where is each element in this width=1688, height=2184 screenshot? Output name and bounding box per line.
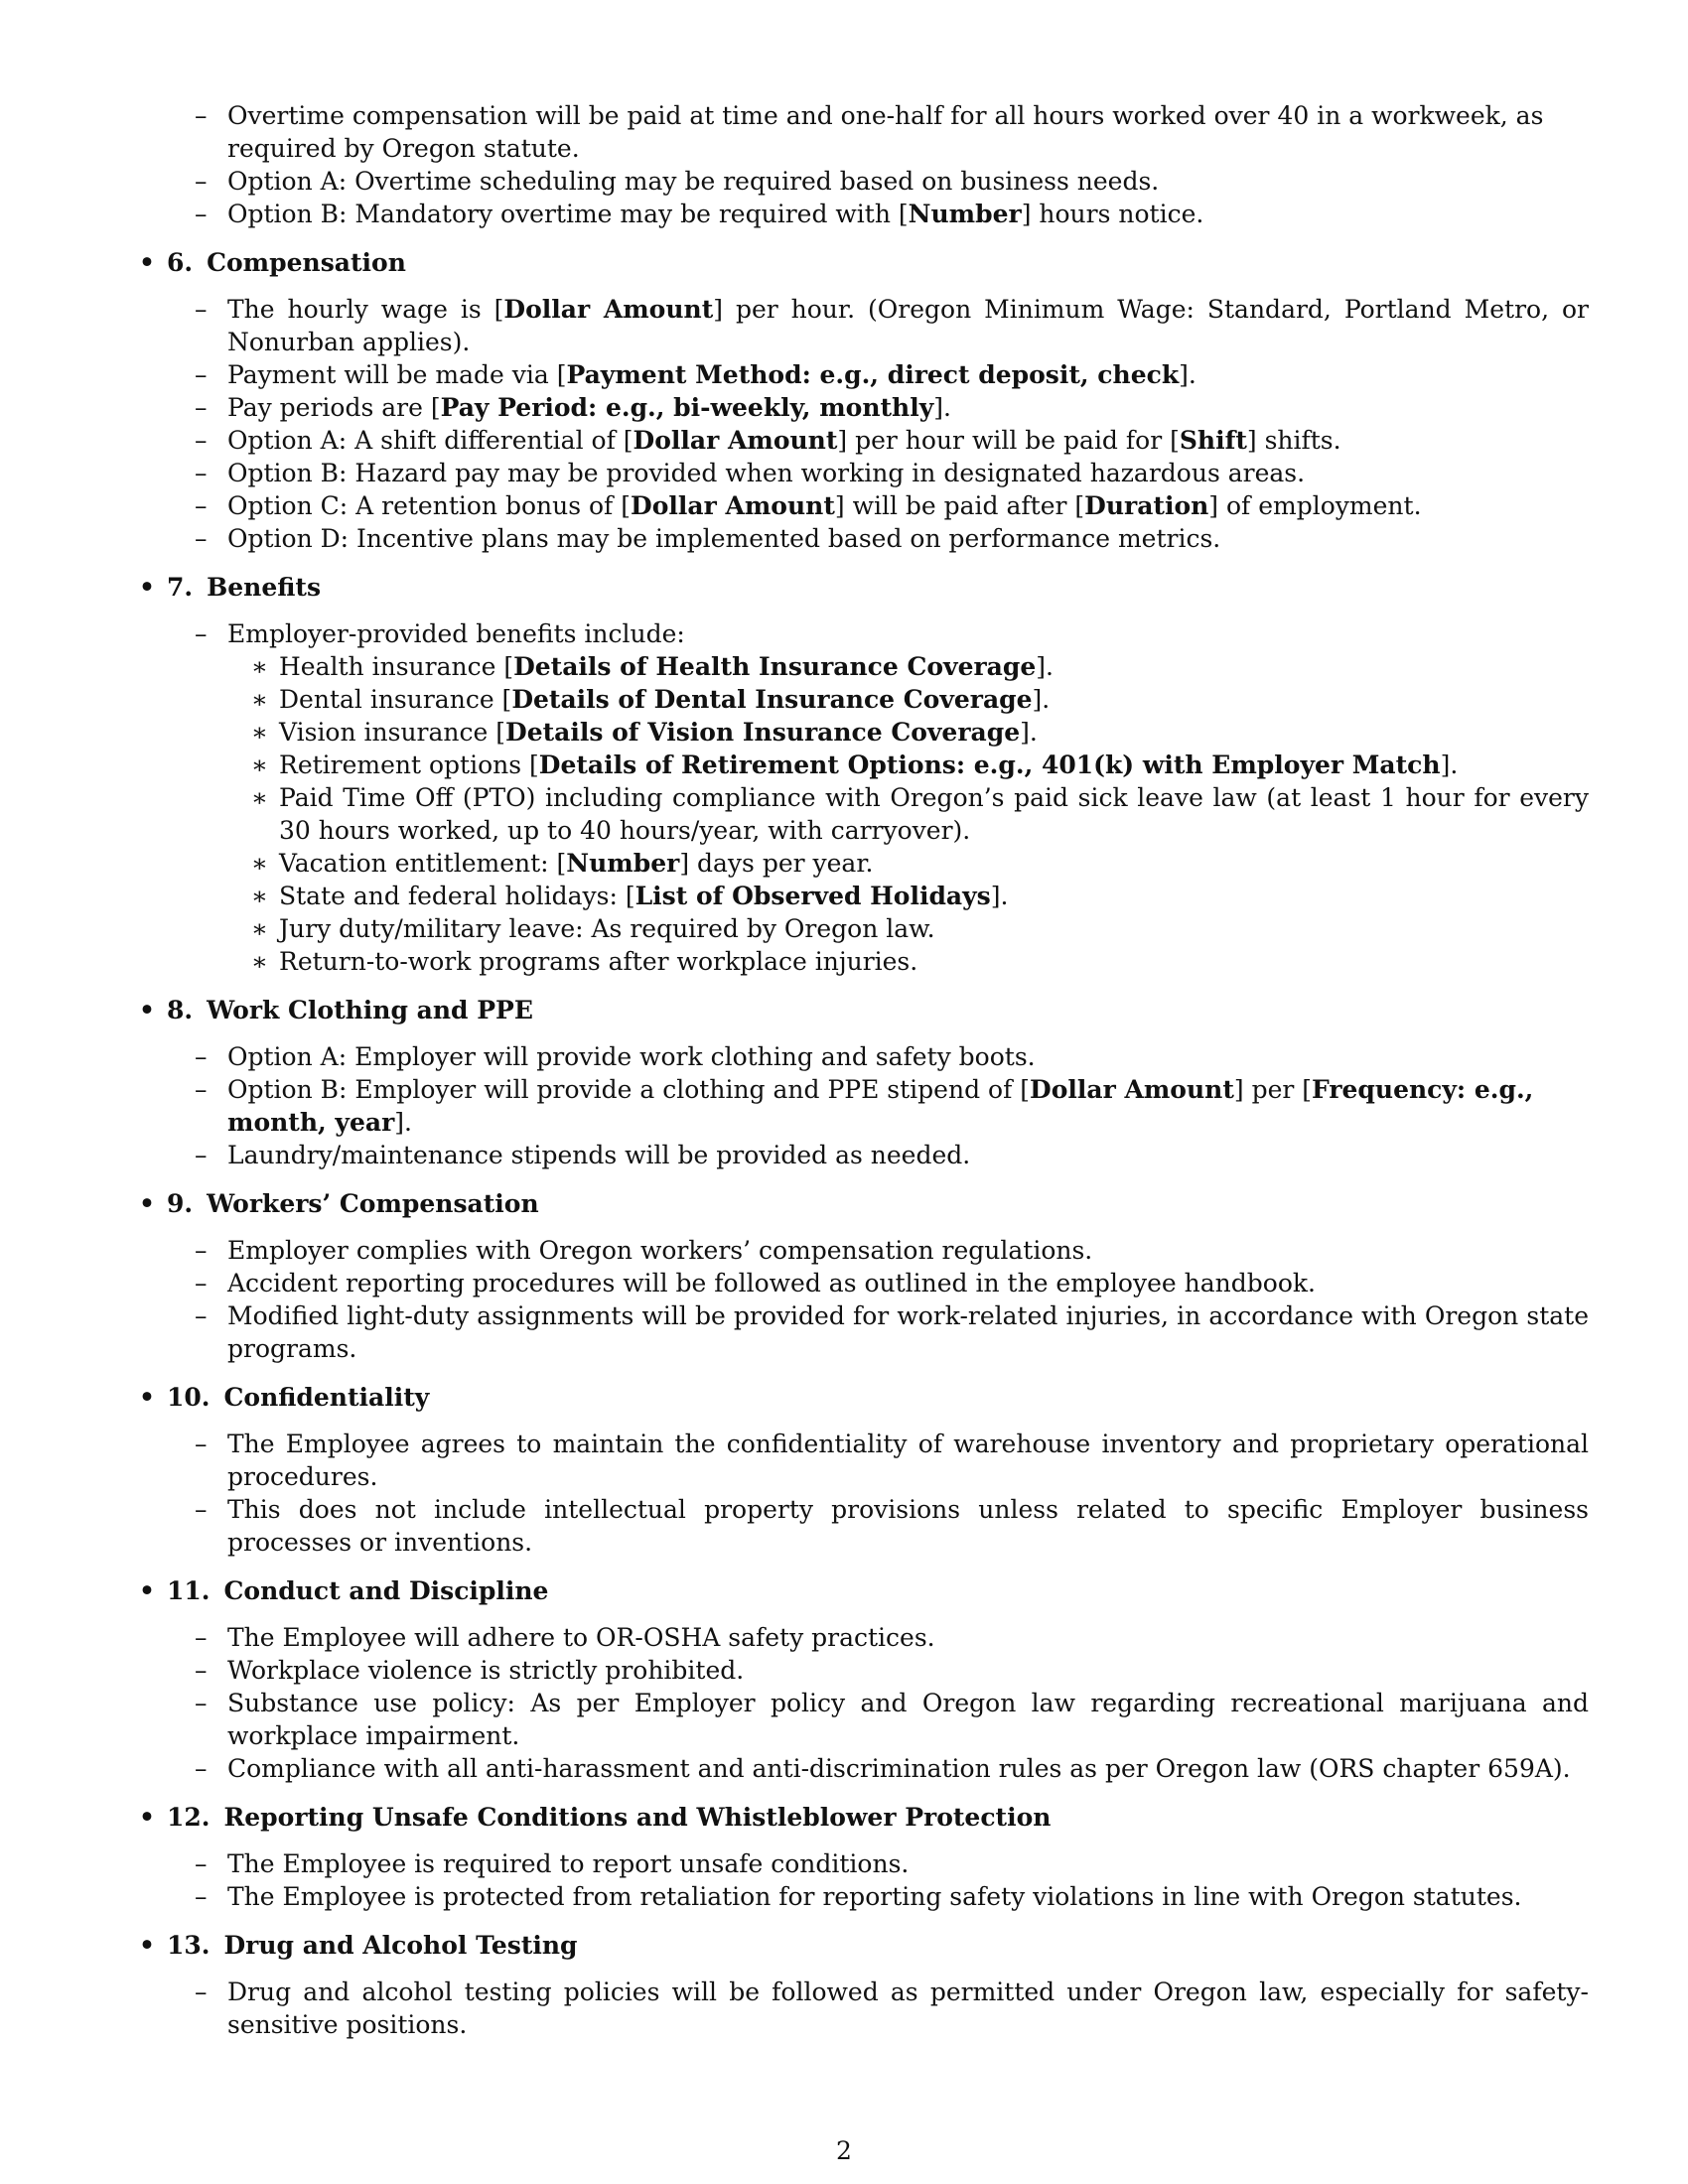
list-item: ∗ Jury duty/military leave: As required by Oregon law. — [251, 914, 935, 943]
list-item: – The Employee is protected from retaliation for reporting safety violations in line with Oregon statutes. — [195, 1882, 1522, 1911]
section-compensation — [139, 246, 1589, 555]
list-item: – Pay periods are [Pay Period: e.g., bi-weekly, monthly]. — [195, 393, 951, 422]
section-items — [195, 1847, 1589, 1913]
list-item: – The Employee agrees to maintain the confidentiality of warehouse inventory and proprietary operational procedures. — [195, 1430, 1589, 1491]
section-heading: • 7. Benefits — [139, 573, 322, 602]
list-item: – Workplace violence is strictly prohibited. — [195, 1656, 745, 1685]
list-item: – Employer complies with Oregon workers’ compensation regulations. — [195, 1236, 1093, 1265]
benefits-sublist — [251, 650, 1589, 978]
document-body — [131, 99, 1589, 2041]
section-items — [195, 1234, 1589, 1365]
list-item: – Option B: Hazard pay may be provided when working in designated hazardous areas. — [195, 459, 1306, 487]
section-reporting-unsafe — [139, 1801, 1589, 1913]
section-heading: • 9. Workers’ Compensation — [139, 1189, 539, 1218]
overtime-list — [195, 99, 1589, 230]
list-item: – Option B: Mandatory overtime may be required with [Number] hours notice. — [195, 200, 1204, 228]
list-item: ∗ Health insurance [Details of Health Insurance Coverage]. — [251, 652, 1054, 681]
section-items — [195, 1040, 1589, 1171]
list-item: – Option A: Overtime scheduling may be required based on business needs. — [195, 167, 1160, 196]
page-number: 2 — [836, 2136, 852, 2165]
list-item: ∗ State and federal holidays: [List of Observed Holidays]. — [251, 882, 1009, 910]
list-item: – Option D: Incentive plans may be implemented based on performance metrics. — [195, 524, 1221, 553]
section-heading: • 13. Drug and Alcohol Testing — [139, 1931, 578, 1960]
section-items — [195, 293, 1589, 555]
section-items — [195, 1428, 1589, 1559]
list-item: – The hourly wage is [Dollar Amount] per hour. (Oregon Minimum Wage: Standard, Portland Metro, or Nonurban applies). — [195, 295, 1589, 356]
list-item: – The Employee is required to report unsafe conditions. — [195, 1849, 910, 1878]
section-work-clothing — [139, 994, 1589, 1171]
section-drug-testing — [139, 1929, 1589, 2041]
section-heading: • 6. Compensation — [139, 248, 406, 277]
list-item: – Option B: Employer will provide a clothing and PPE stipend of [Dollar Amount] per [Frequency: e.g., month, year]. — [195, 1075, 1534, 1137]
list-item: – This does not include intellectual property provisions unless related to specific Employer business processes or inventions. — [195, 1495, 1589, 1557]
section-heading: • 8. Work Clothing and PPE — [139, 996, 533, 1024]
section-items — [195, 1621, 1589, 1785]
section-heading: • 10. Confidentiality — [139, 1383, 430, 1412]
section-heading: • 11. Conduct and Discipline — [139, 1576, 549, 1605]
list-item: – Employer-provided benefits include: ∗ Health insurance [Details of Health Insurance Coverage]. ∗ Dental insurance [Details of Dental Insurance Coverage]. ∗ Vision insurance [Details of Vision Insurance Coverage]. ∗ Retirement options [Details of Retirement Options: e.g., 401(k) with Employer Match]. ∗ Paid Time Off (PTO) including compliance with Oregon’s paid sick leave law (at least 1 hour for every 30 hours worked, up to 40 hours/year, with carryover). ∗ Vacation entitlement: [Number] days per year. ∗ State and federal holidays: [List of Observed Holidays]. ∗ Jury duty/military leave: As required by Oregon law. ∗ Return-to-work programs after workplace injuries. — [195, 619, 1589, 976]
list-item: ∗ Paid Time Off (PTO) including compliance with Oregon’s paid sick leave law (at least 1 hour for every 30 hours worked, up to 40 hours/year, with carryover). — [251, 783, 1589, 845]
list-item: – Option C: A retention bonus of [Dollar Amount] will be paid after [Duration] of employment. — [195, 491, 1422, 520]
list-item: – Option A: Employer will provide work clothing and safety boots. — [195, 1042, 1036, 1071]
section-items — [195, 1976, 1589, 2041]
section-heading: • 12. Reporting Unsafe Conditions and Whistleblower Protection — [139, 1803, 1052, 1832]
list-item: – Option A: A shift differential of [Dollar Amount] per hour will be paid for [Shift] shifts. — [195, 426, 1341, 455]
list-item: – Modified light-duty assignments will be provided for work-related injuries, in accordance with Oregon state programs. — [195, 1301, 1589, 1363]
section-workers-compensation — [139, 1187, 1589, 1365]
list-item: – Substance use policy: As per Employer policy and Oregon law regarding recreational marijuana and workplace impairment. — [195, 1689, 1589, 1750]
list-item: – Laundry/maintenance stipends will be provided as needed. — [195, 1141, 971, 1169]
section-confidentiality — [139, 1381, 1589, 1559]
section-conduct — [139, 1574, 1589, 1785]
list-item: – Drug and alcohol testing policies will be followed as permitted under Oregon law, especially for safety-sensitive positions. — [195, 1978, 1589, 2039]
list-item: ∗ Vacation entitlement: [Number] days per year. — [251, 849, 874, 878]
list-item: – Accident reporting procedures will be followed as outlined in the employee handbook. — [195, 1269, 1316, 1297]
list-item: – The Employee will adhere to OR-OSHA safety practices. — [195, 1623, 935, 1652]
list-item: ∗ Dental insurance [Details of Dental Insurance Coverage]. — [251, 685, 1051, 714]
list-item: – Payment will be made via [Payment Method: e.g., direct deposit, check]. — [195, 360, 1196, 389]
list-item: ∗ Vision insurance [Details of Vision Insurance Coverage]. — [251, 718, 1038, 747]
section-benefits — [139, 571, 1589, 978]
list-item: – Compliance with all anti-harassment and anti-discrimination rules as per Oregon law (ORS chapter 659A). — [195, 1754, 1571, 1783]
list-item: ∗ Return-to-work programs after workplace injuries. — [251, 947, 918, 976]
list-item: ∗ Retirement options [Details of Retirement Options: e.g., 401(k) with Employer Match]. — [251, 751, 1459, 779]
list-item: – Overtime compensation will be paid at time and one-half for all hours worked over 40 in a workweek, as required by Oregon statute. — [195, 101, 1544, 163]
section-items — [195, 617, 1589, 978]
